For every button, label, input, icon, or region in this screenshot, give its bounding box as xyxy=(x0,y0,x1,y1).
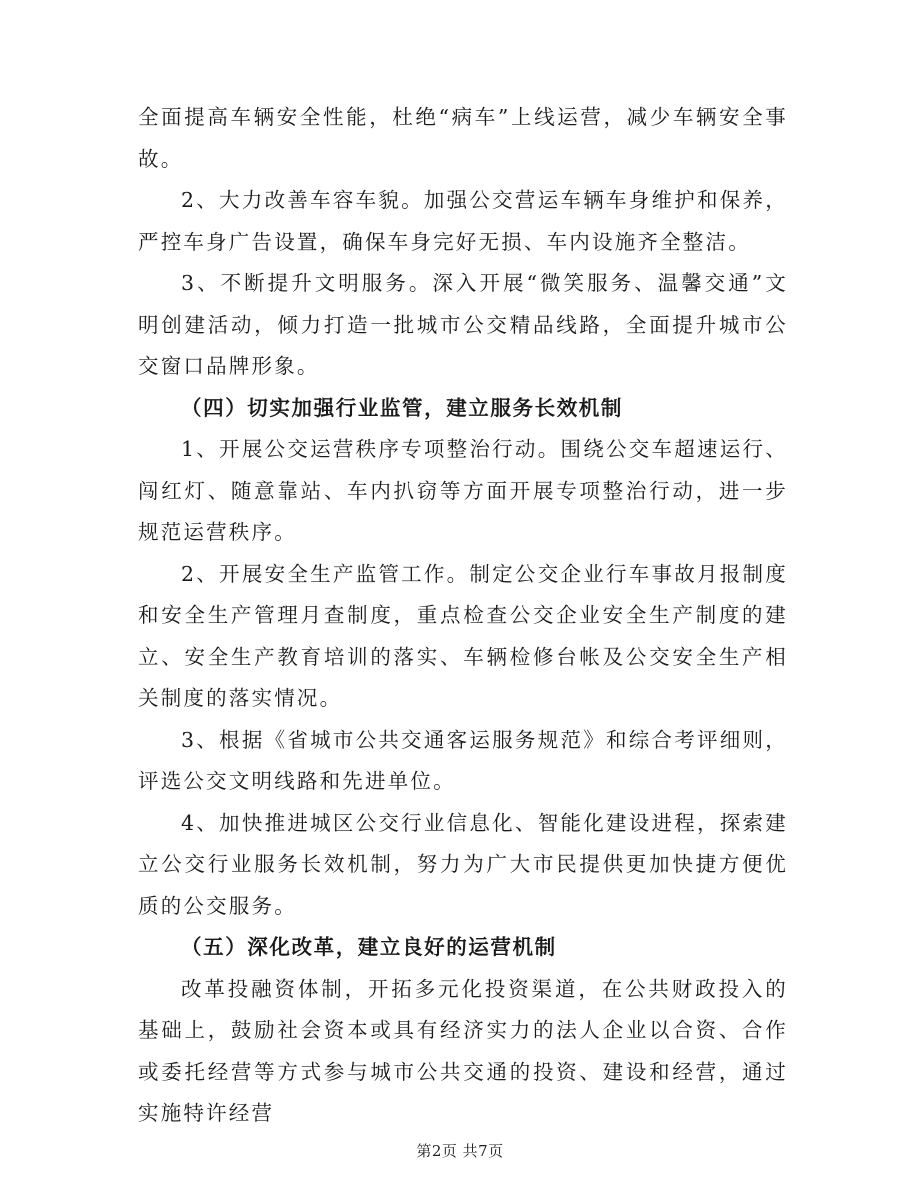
paragraph-6: 2、开展安全生产监管工作。制定公交企业行车事故月报制度和安全生产管理月查制度，重点检查公交企业安全生产制度的建立、安全生产教育培训的落实、车辆检修台帐及公交安全生产相关制度的落实情况。 xyxy=(138,561,788,710)
page-footer: 第2页 共7页 xyxy=(416,1142,504,1160)
section-heading-5: （五）深化改革，建立良好的运营机制 xyxy=(181,935,557,959)
paragraph-10: 改革投融资体制，开拓多元化投资渠道，在公共财政投入的基础上，鼓励社会资本或具有经济实力的法人企业以合资、合作或委托经营等方式参与城市公共交通的投资、建设和经营，通过实施特许经营 xyxy=(138,976,788,1125)
paragraph-5: 1、开展公交运营秩序专项整治行动。围绕公交车超速运行、闯红灯、随意靠站、车内扒窃等方面开展专项整治行动，进一步规范运营秩序。 xyxy=(138,437,788,544)
section-heading-4: （四）切实加强行业监管，建立服务长效机制 xyxy=(181,395,623,420)
document-body xyxy=(138,97,788,1135)
paragraph-2: 2、大力改善车容车貌。加强公交营运车辆车身维护和保养，严控车身广告设置，确保车身完好无损、车内设施齐全整洁。 xyxy=(138,188,788,254)
paragraph-1: 全面提高车辆安全性能，杜绝“病车”上线运营，减少车辆安全事故。 xyxy=(138,105,788,171)
paragraph-7: 3、根据《省城市公共交通客运服务规范》和综合考评细则，评选公交文明线路和先进单位。 xyxy=(138,727,788,793)
paragraph-3: 3、不断提升文明服务。深入开展“微笑服务、温馨交通”文明创建活动，倾力打造一批城市公交精品线路，全面提升城市公交窗口品牌形象。 xyxy=(138,271,788,378)
paragraph-8: 4、加快推进城区公交行业信息化、智能化建设进程，探索建立公交行业服务长效机制，努力为广大市民提供更加快捷方便优质的公交服务。 xyxy=(138,810,788,918)
